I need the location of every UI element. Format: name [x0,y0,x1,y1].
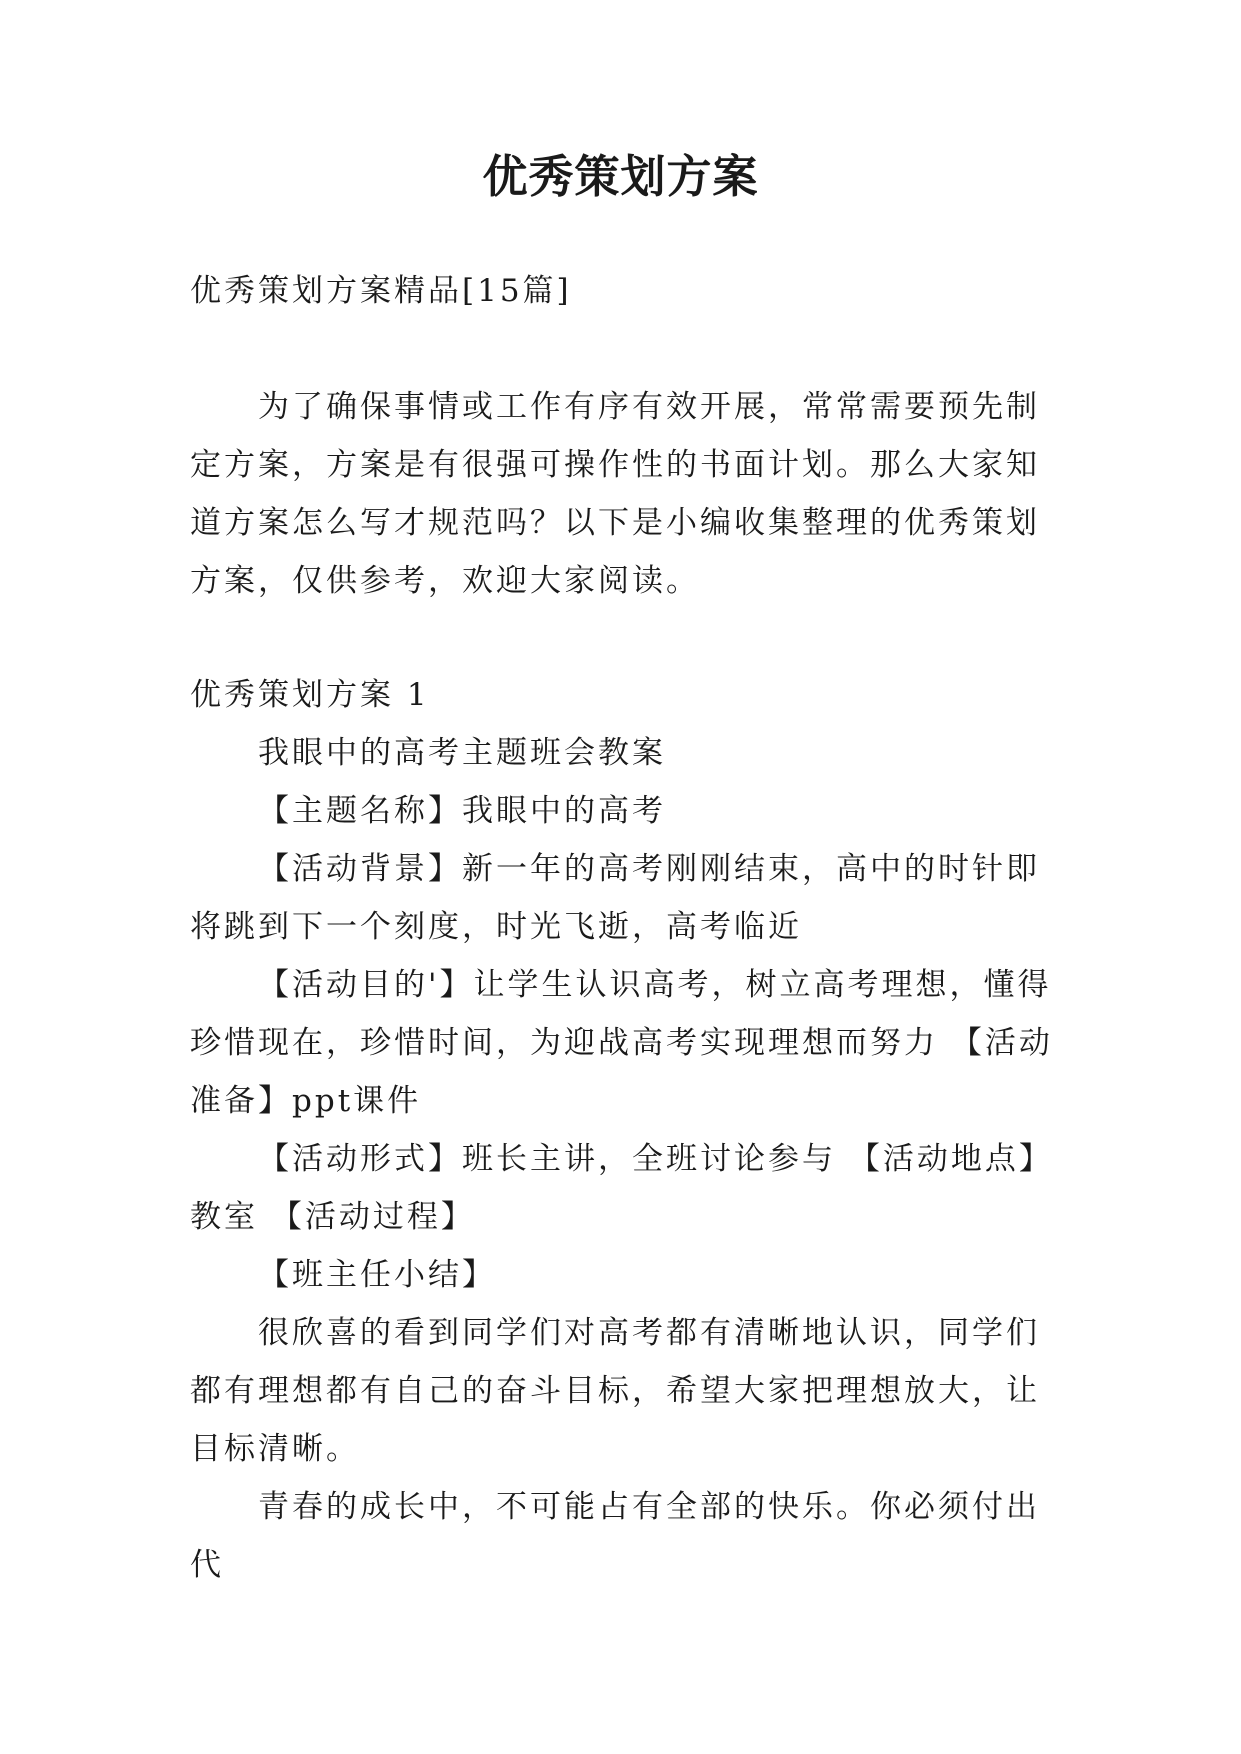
intro-paragraph: 为了确保事情或工作有序有效开展，常常需要预先制定方案，方案是有很强可操作性的书面计划。那么大家知道方案怎么写才规范吗？以下是小编收集整理的优秀策划方案，仅供参考，欢迎大家阅读。 [190,389,1040,599]
section-heading: 优秀策划方案 1 [190,677,430,713]
document-subtitle: 优秀策划方案精品[15篇] [190,273,572,309]
document-title: 优秀策划方案 [482,150,759,203]
activity-form-item: 【活动形式】班长主讲，全班讨论参与 【活动地点】教室 【活动过程】 [190,1141,1053,1235]
summary-paragraph: 很欣喜的看到同学们对高考都有清晰地认识，同学们都有理想都有自己的奋斗目标，希望大家把理想放大，让目标清晰。 [190,1315,1040,1467]
closing-paragraph: 青春的成长中，不可能占有全部的快乐。你必须付出代 [190,1489,1040,1583]
activity-background-item: 【活动背景】新一年的高考刚刚结束，高中的时针即将跳到下一个刻度，时光飞逝，高考临近 [190,851,1040,945]
teacher-summary-heading: 【班主任小结】 [258,1257,496,1293]
theme-name-item: 【主题名称】我眼中的高考 [258,793,666,829]
activity-goal-item: 【活动目的'】让学生认识高考，树立高考理想，懂得珍惜现在，珍惜时间，为迎战高考实现理想而努力 【活动准备】ppt课件 [190,967,1053,1119]
lesson-plan-title: 我眼中的高考主题班会教案 [258,735,666,771]
document-body [190,262,1070,1594]
